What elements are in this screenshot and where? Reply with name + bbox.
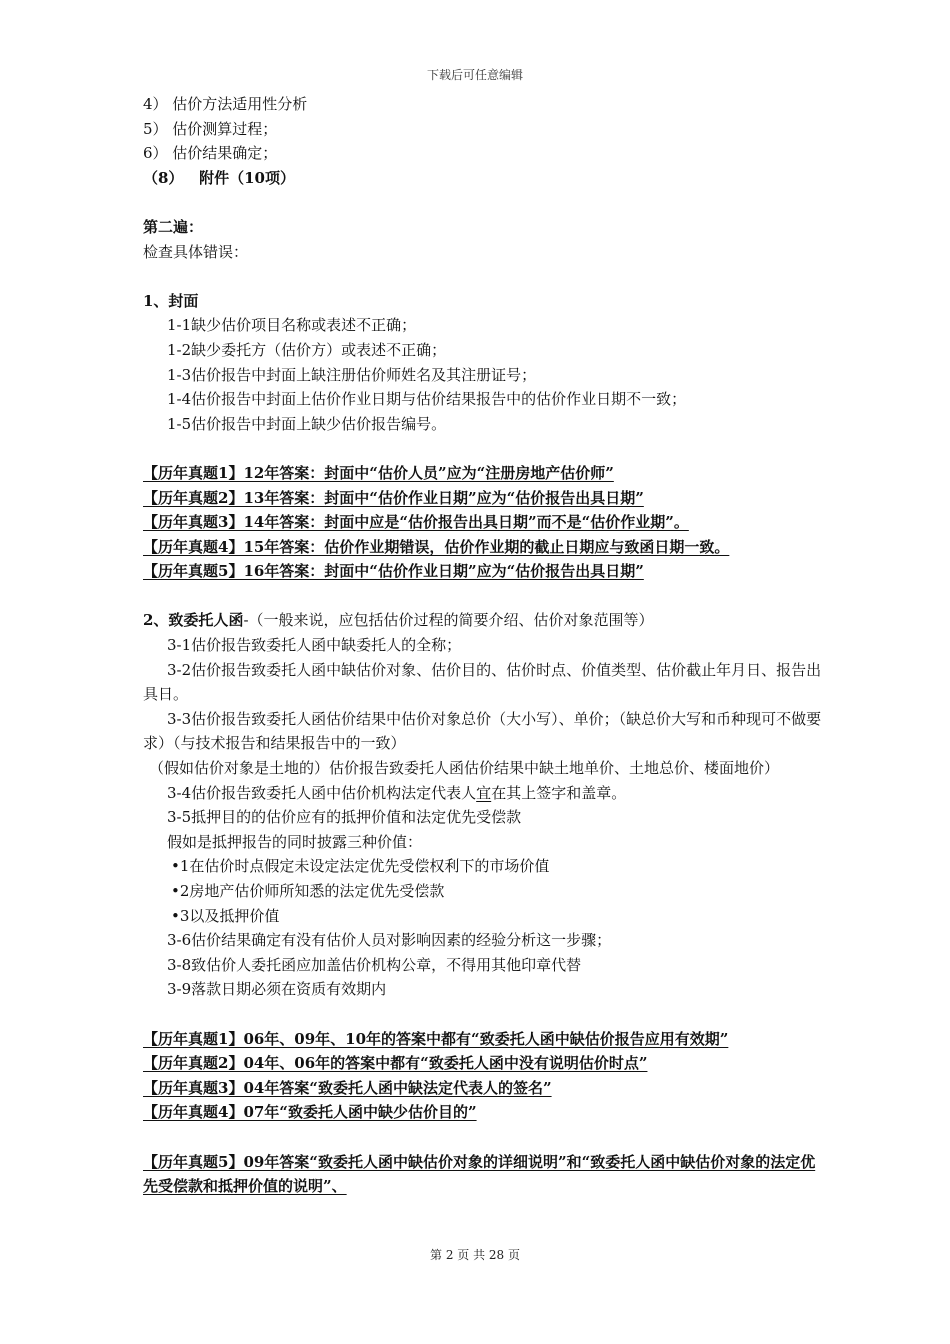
past-exam-letter-3: 【历年真题3】04年答案“致委托人函中缺法定代表人的签名” [143, 1078, 552, 1097]
page-header: 下载后可任意编辑 [426, 68, 523, 82]
outline-item-5: 5） 估价测算过程； [143, 119, 278, 138]
heading-cover: 1、封面 [143, 291, 199, 310]
letter-item-1: 3-1估价报告致委托人函中缺委托人的全称； [167, 636, 462, 655]
bullet-item-3: •3以及抵押价值 [171, 906, 280, 925]
past-exam-letter-5: 【历年真题5】09年答案“致委托人函中缺估价对象的详细说明”和“致委托人函中缺估价对象的法定优先受偿款和抵押价值的说明”、 [143, 1152, 816, 1196]
heading-letter-title: 2、致委托人函 [143, 611, 244, 630]
letter-item-5: 3-5抵押目的的估价应有的抵押价值和法定优先受偿款 [167, 808, 522, 827]
outline-item-6: 6） 估价结果确定； [143, 144, 278, 163]
section-subtitle: 检查具体错误： [143, 242, 249, 261]
letter-item-4-part1: 3-4估价报告致委托人函中估价机构法定代表人 [167, 783, 477, 802]
heading-letter [143, 608, 823, 633]
past-exam-cover-1: 【历年真题1】12年答案：封面中“估价人员”应为“注册房地产估价师” [143, 463, 614, 482]
letter-item-6: 3-6估价结果确定有没有估价人员对影响因素的经验分析这一步骤； [167, 931, 612, 950]
section-title-second-pass: 第二遍： [143, 217, 204, 236]
letter-item-2: 3-2估价报告致委托人函中缺估价对象、估价目的、估价时点、价值类型、估价截止年月日、报告出具日。 [143, 660, 822, 704]
letter-item-8: 3-8致估价人委托函应加盖估价机构公章，不得用其他印章代替 [167, 955, 582, 974]
past-exam-letter-1: 【历年真题1】06年、09年、10年的答案中都有“致委托人函中缺估价报告应用有效期” [143, 1029, 729, 1048]
past-exam-letter-4: 【历年真题4】07年“致委托人函中缺少估价目的” [143, 1103, 477, 1122]
cover-item-3: 1-3估价报告中封面上缺注册估价师姓名及其注册证号； [167, 365, 537, 384]
past-exam-cover-3: 【历年真题3】14年答案：封面中应是“估价报告出具日期”而不是“估价作业期”。 [143, 513, 689, 532]
letter-item-5-note: 假如是抵押报告的同时披露三种价值： [167, 832, 423, 851]
letter-item-9: 3-9落款日期必须在资质有效期内 [167, 980, 387, 999]
heading-letter-note: -（一般来说，应包括估价过程的简要介绍、估价对象范围等） [243, 611, 654, 630]
cover-item-4: 1-4估价报告中封面上估价作业日期与估价结果报告中的估价作业日期不一致； [167, 390, 687, 409]
letter-item-4-underlined: 宜 [476, 783, 492, 802]
document-body [143, 92, 823, 1199]
letter-item-3: 3-3估价报告致委托人函估价结果中估价对象总价（大小写）、单价；（缺总价大写和币种现可不做要求）（与技术报告和结果报告中的一致） [143, 709, 822, 753]
outline-item-attachments: （8） 附件（10项） [143, 168, 295, 187]
bullet-item-1: •1在估价时点假定未设定法定优先受偿权利下的市场价值 [171, 857, 550, 876]
past-exam-cover-5: 【历年真题5】16年答案：封面中“估价作业日期”应为“估价报告出具日期” [143, 562, 644, 581]
bullet-item-2: •2房地产估价师所知悉的法定优先受偿款 [171, 882, 445, 900]
letter-item-4 [143, 781, 823, 806]
cover-item-5: 1-5估价报告中封面上缺少估价报告编号。 [167, 414, 447, 433]
letter-item-3-land: （假如估价对象是土地的）估价报告致委托人函估价结果中缺土地单价、土地总价、楼面地价） [149, 759, 780, 778]
past-exam-cover-4: 【历年真题4】15年答案：估价作业期错误，估价作业期的截止日期应与致函日期一致。 [143, 537, 730, 556]
past-exam-letter-2: 【历年真题2】04年、06年的答案中都有“致委托人函中没有说明估价时点” [143, 1054, 648, 1073]
cover-item-1: 1-1缺少估价项目名称或表述不正确； [167, 316, 417, 335]
letter-item-4-part2: 在其上签字和盖章。 [491, 783, 627, 802]
outline-item-4: 4） 估价方法适用性分析 [143, 95, 308, 113]
cover-item-2: 1-2缺少委托方（估价方）或表述不正确； [167, 340, 447, 359]
page-footer: 第 2 页 共 28 页 [430, 1248, 520, 1262]
past-exam-cover-2: 【历年真题2】13年答案：封面中“估价作业日期”应为“估价报告出具日期” [143, 488, 644, 507]
